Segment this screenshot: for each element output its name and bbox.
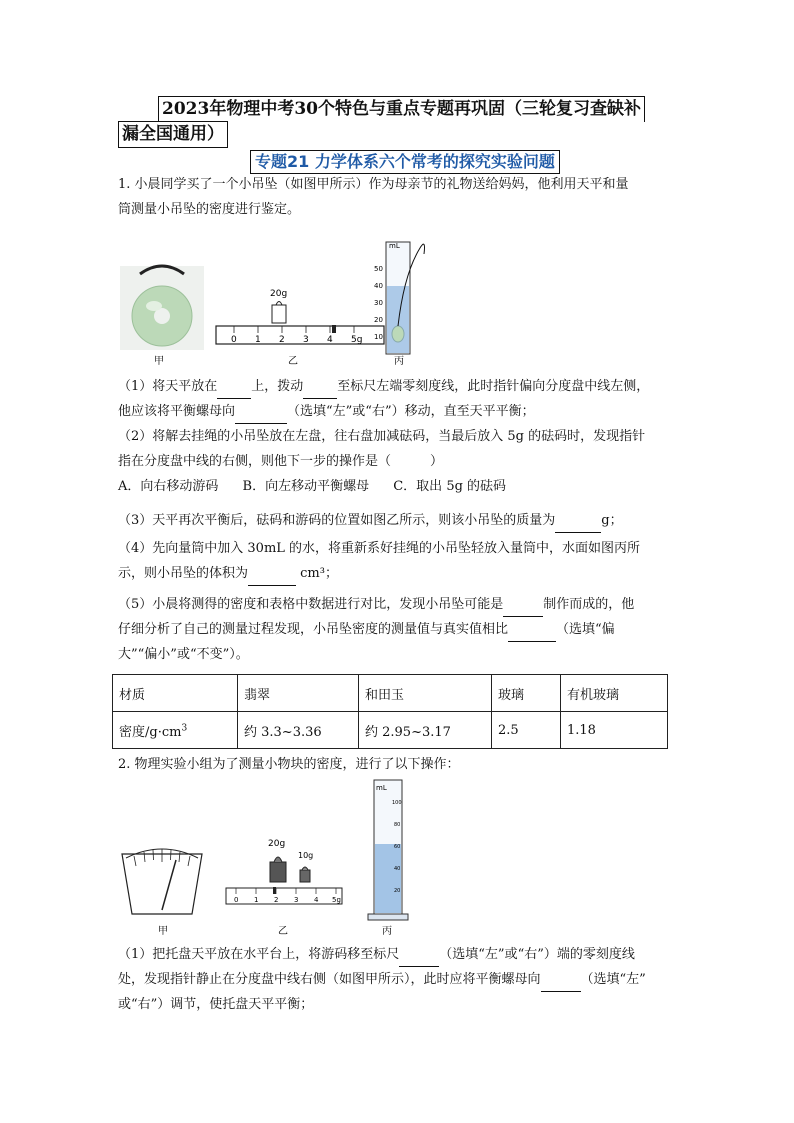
page-title xyxy=(118,96,674,148)
table-cell: 材质 xyxy=(113,675,238,712)
text: 他应该将平衡螺母向 xyxy=(118,404,236,419)
density-table xyxy=(112,674,668,749)
figure-label-a: 甲 xyxy=(154,356,164,367)
weight-label: 20g xyxy=(270,289,288,299)
answer-blank[interactable] xyxy=(503,602,543,617)
q2-part-1-line-3: 或“右”）调节，使托盘天平平衡； xyxy=(118,997,314,1012)
topic-subtitle: 专题21 力学体系六个常考的探究实验问题 xyxy=(250,150,560,174)
text: 仔细分析了自己的测量过程发现，小吊坠密度的测量值与真实值相比 xyxy=(118,622,509,637)
text: 制作而成的，他 xyxy=(543,597,635,612)
text: （1）把托盘天平放在水平台上，将游码移至标尺 xyxy=(118,947,400,962)
table-cell: 玻璃 xyxy=(492,675,561,712)
text: g； xyxy=(601,513,623,528)
text: 处，发现指针静止在分度盘中线右侧（如图甲所示），此时应将平衡螺母向 xyxy=(118,972,541,987)
q1-intro xyxy=(118,172,674,222)
answer-blank[interactable] xyxy=(399,952,439,967)
cylinder-tick: 30 xyxy=(374,299,383,307)
title-line-2: 漏全国通用） xyxy=(118,121,228,148)
cylinder-tick: 40 xyxy=(374,282,383,290)
cylinder-tick: 20 xyxy=(374,316,383,324)
answer-blank[interactable] xyxy=(555,518,601,533)
q1-part-5-line-3: 大”“偏小”或“不变”）。 xyxy=(118,647,249,662)
balance-dial xyxy=(122,849,202,914)
figure-label-c: 丙 xyxy=(382,926,392,937)
scale-tick: 3 xyxy=(294,896,299,904)
row-label-sup: 3 xyxy=(181,723,188,734)
row-label: 密度/g·cm xyxy=(119,724,182,740)
rider-scale-2 xyxy=(226,839,342,904)
q1-part-4-line-2 xyxy=(118,561,674,586)
jade-pendant-image xyxy=(120,266,204,350)
answer-blank[interactable] xyxy=(235,409,287,424)
cylinder-tick: 50 xyxy=(374,265,383,273)
cylinder-tick: 40 xyxy=(394,866,401,872)
cylinder-tick: 60 xyxy=(394,844,401,850)
q1-part-5-line-1 xyxy=(118,592,674,617)
q1-part-5-line-2 xyxy=(118,617,674,642)
q1-part-2-line-2: 指在分度盘中线的右侧，则他下一步的操作是（ ） xyxy=(118,454,444,469)
scale-tick: 5g xyxy=(351,335,363,345)
scale-tick: 3 xyxy=(303,335,309,345)
figure-label-c: 丙 xyxy=(394,356,404,367)
cylinder-tick: 20 xyxy=(394,888,401,894)
q2-intro: 2. 物理实验小组为了测量小物块的密度，进行了以下操作： xyxy=(118,757,460,772)
text: （1）将天平放在 xyxy=(118,379,218,394)
q1-intro-line-2: 筒测量小吊坠的密度进行鉴定。 xyxy=(118,202,301,217)
cylinder-unit: mL xyxy=(389,242,400,250)
text: 至标尺左端零刻度线，此时指针偏向分度盘中线左侧， xyxy=(337,379,650,394)
table-cell: 1.18 xyxy=(561,712,668,749)
answer-blank[interactable] xyxy=(303,384,337,399)
q1-part-1-line-1 xyxy=(118,374,674,399)
option-b[interactable]: B．向左移动平衡螺母 xyxy=(242,479,370,494)
answer-blank[interactable] xyxy=(508,627,556,642)
table-header-row xyxy=(113,675,668,712)
table-cell: 有机玻璃 xyxy=(561,675,668,712)
text: （选填“左”或“右”）端的零刻度线 xyxy=(439,947,635,962)
scale-tick: 0 xyxy=(231,335,237,345)
q1-figure xyxy=(118,234,438,370)
figure-label-b: 乙 xyxy=(288,356,298,367)
text: （选填“左” xyxy=(580,972,646,987)
rider-marker xyxy=(332,325,336,333)
answer-blank[interactable] xyxy=(248,571,296,586)
table-cell: 约 2.95~3.17 xyxy=(359,712,492,749)
q2-part-1 xyxy=(118,942,674,1017)
q1-part-1 xyxy=(118,374,674,424)
text: （3）天平再次平衡后，砝码和游码的位置如图乙所示，则该小吊坠的质量为 xyxy=(118,513,556,528)
q1-intro-line-1: 1. 小晨同学买了一个小吊坠（如图甲所示）作为母亲节的礼物送给妈妈，他利用天平和量 xyxy=(118,177,629,192)
q2-figure xyxy=(118,776,418,940)
scale-tick: 4 xyxy=(314,896,319,904)
answer-blank[interactable] xyxy=(217,384,251,399)
q2-part-1-line-1 xyxy=(118,942,674,967)
graduated-cylinder-2 xyxy=(368,780,408,920)
q1-options xyxy=(118,474,674,499)
cylinder-tick: 10 xyxy=(374,333,383,341)
graduated-cylinder xyxy=(374,242,425,354)
scale-tick: 2 xyxy=(279,335,285,345)
scale-tick: 1 xyxy=(255,335,261,345)
q1-part-4-line-1: （4）先向量筒中加入 30mL 的水，将重新系好挂绳的小吊坠轻放入量筒中，水面如图丙所 xyxy=(118,541,641,556)
text: （5）小晨将测得的密度和表格中数据进行对比，发现小吊坠可能是 xyxy=(118,597,504,612)
q1-part-2 xyxy=(118,424,674,499)
q1-part-4 xyxy=(118,536,674,586)
title-line-1: 2023年物理中考30个特色与重点专题再巩固（三轮复习查缺补 xyxy=(158,96,645,122)
scale-tick: 0 xyxy=(234,896,239,904)
figure-label-b: 乙 xyxy=(278,926,288,937)
text: cm³； xyxy=(296,566,338,581)
table-cell xyxy=(113,712,238,749)
cylinder-tick: 80 xyxy=(394,822,401,828)
text: 示，则小吊坠的体积为 xyxy=(118,566,249,581)
q1-part-1-line-2 xyxy=(118,399,674,424)
table-cell: 约 3.3~3.36 xyxy=(238,712,359,749)
q1-part-3 xyxy=(118,508,674,533)
scale-tick: 5g xyxy=(332,896,341,904)
table-row xyxy=(113,712,668,749)
weight-label: 10g xyxy=(298,851,314,860)
option-a[interactable]: A．向右移动游码 xyxy=(118,479,219,494)
text: 上，拨动 xyxy=(251,379,304,394)
scale-tick: 4 xyxy=(327,335,333,345)
table-cell: 翡翠 xyxy=(238,675,359,712)
figure-label-a: 甲 xyxy=(158,926,168,937)
scale-tick: 1 xyxy=(254,896,259,904)
answer-blank[interactable] xyxy=(541,977,581,992)
q1-part-2-line-1: （2）将解去挂绳的小吊坠放在左盘，往右盘加减砝码，当最后放入 5g 的砝码时，发现指针 xyxy=(118,429,646,444)
table-cell: 和田玉 xyxy=(359,675,492,712)
cylinder-unit: mL xyxy=(376,784,387,792)
q2-part-1-line-2 xyxy=(118,967,674,992)
scale-tick: 2 xyxy=(274,896,279,904)
text: （选填“偏 xyxy=(556,622,615,637)
cylinder-tick: 100 xyxy=(392,800,402,806)
q1-part-5 xyxy=(118,592,674,667)
option-c[interactable]: C．取出 5g 的砝码 xyxy=(393,479,507,494)
rider-scale xyxy=(216,289,384,345)
weight-label: 20g xyxy=(268,839,286,849)
table-cell: 2.5 xyxy=(492,712,561,749)
text: （选填“左”或“右”）移动，直至天平平衡； xyxy=(287,404,535,419)
